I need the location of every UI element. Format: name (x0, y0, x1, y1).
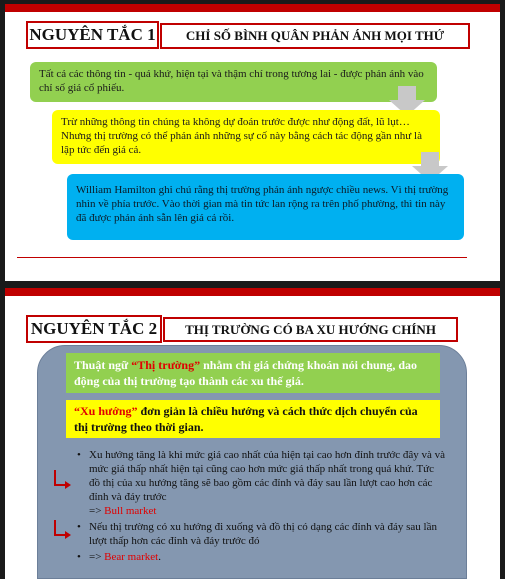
slide-1-blue-callout (67, 174, 464, 240)
slide-2-principle-tag-text: NGUYÊN TẮC 2 (30, 319, 158, 338)
slide-2-green-callout (66, 353, 440, 393)
bullet-uptrend-text: Xu hướng tăng là khi mức giá cao nhất của hiện tại cao hơn đỉnh trước đây và và mức giá thấp nhất hiện tại cũng cao hơn mức giá thấp nhất trong quá khứ. Tức đồ thị của xu hướng tăng sẽ bao gồm các đỉnh và đáy sau lần lượt cao hơn các đỉnh và đáy trước (89, 449, 446, 503)
bullet-bear-arrow: => (89, 551, 105, 563)
term-bear-market: Bear market (104, 551, 159, 563)
slide-1-principle-tag (26, 21, 159, 49)
slide-1 (5, 4, 500, 281)
slide-1-yellow-callout-text: Trừ những thông tin chúng ta không dự đoán trước được như động đất, lũ lụt… Nhưng thị trường có thể phản ánh những sự cố này bằng cách tác động gần như là lập tức đến giá cả. (61, 116, 422, 156)
slide-1-green-callout-text: Tất cả các thông tin - quá khứ, hiện tại và thậm chí trong tương lai - được phản ánh vào chỉ số giá cổ phiếu. (39, 68, 424, 94)
slide-1-bottom-rule (17, 257, 467, 258)
bullet-bracket-2-tip (65, 531, 71, 539)
bullet-bear-end: . (158, 551, 161, 563)
bullet-downtrend-text: Nếu thị trường có xu hướng đi xuống và đồ thị có dạng các đỉnh và đáy sau lần lượt thấp hơn các đỉnh và đáy trước đó (89, 521, 437, 547)
slide-2-bullet-list (77, 448, 447, 566)
term-bull-market: Bull market (104, 505, 157, 517)
slide-2-yellow-callout (66, 400, 440, 438)
green-callout-post: nhằm chỉ giá chứng khoán nói chung, dao động của thị trường tạo thành các xu thế giá. (74, 358, 418, 388)
slide-1-principle-tag-text: NGUYÊN TẮC 1 (29, 25, 156, 44)
slide-1-yellow-callout (52, 110, 440, 164)
slide-1-heading (160, 23, 470, 49)
slide-1-heading-text: CHỈ SỐ BÌNH QUÂN PHẢN ÁNH MỌI THỨ (185, 28, 445, 43)
yellow-callout-post: đơn giản là chiều hướng và cách thức dịch chuyển của thị trường theo thời gian. (74, 404, 418, 434)
bullet-uptrend (77, 448, 447, 518)
slide-2-top-bar (5, 288, 500, 296)
term-xu-huong: “Xu hướng” (74, 404, 138, 418)
slide-2-heading-text: THỊ TRƯỜNG CÓ BA XU HƯỚNG CHÍNH (185, 321, 436, 337)
term-thi-truong: “Thị trường” (131, 358, 201, 372)
bullet-bracket-1-tip (65, 481, 71, 489)
slide-2-heading (163, 317, 458, 342)
green-callout-pre: Thuật ngữ (74, 358, 132, 372)
slide-2 (5, 288, 500, 579)
slide-1-blue-callout-text: William Hamilton ghi chú rằng thị trường phản ánh ngược chiều news. Vì thị trường nhìn về phía trước. Vào thời gian mà tin tức lan rộng ra trên phố phường, thì tin này đã được phản ánh sẵn lên giá cả rồi. (76, 184, 449, 224)
slide-1-green-callout (30, 62, 437, 102)
bullet-uptrend-arrow: => (89, 505, 105, 517)
slide-1-top-bar (5, 4, 500, 12)
bullet-downtrend (77, 520, 447, 548)
bullet-bear (77, 550, 447, 564)
slide-2-principle-tag (26, 315, 162, 343)
